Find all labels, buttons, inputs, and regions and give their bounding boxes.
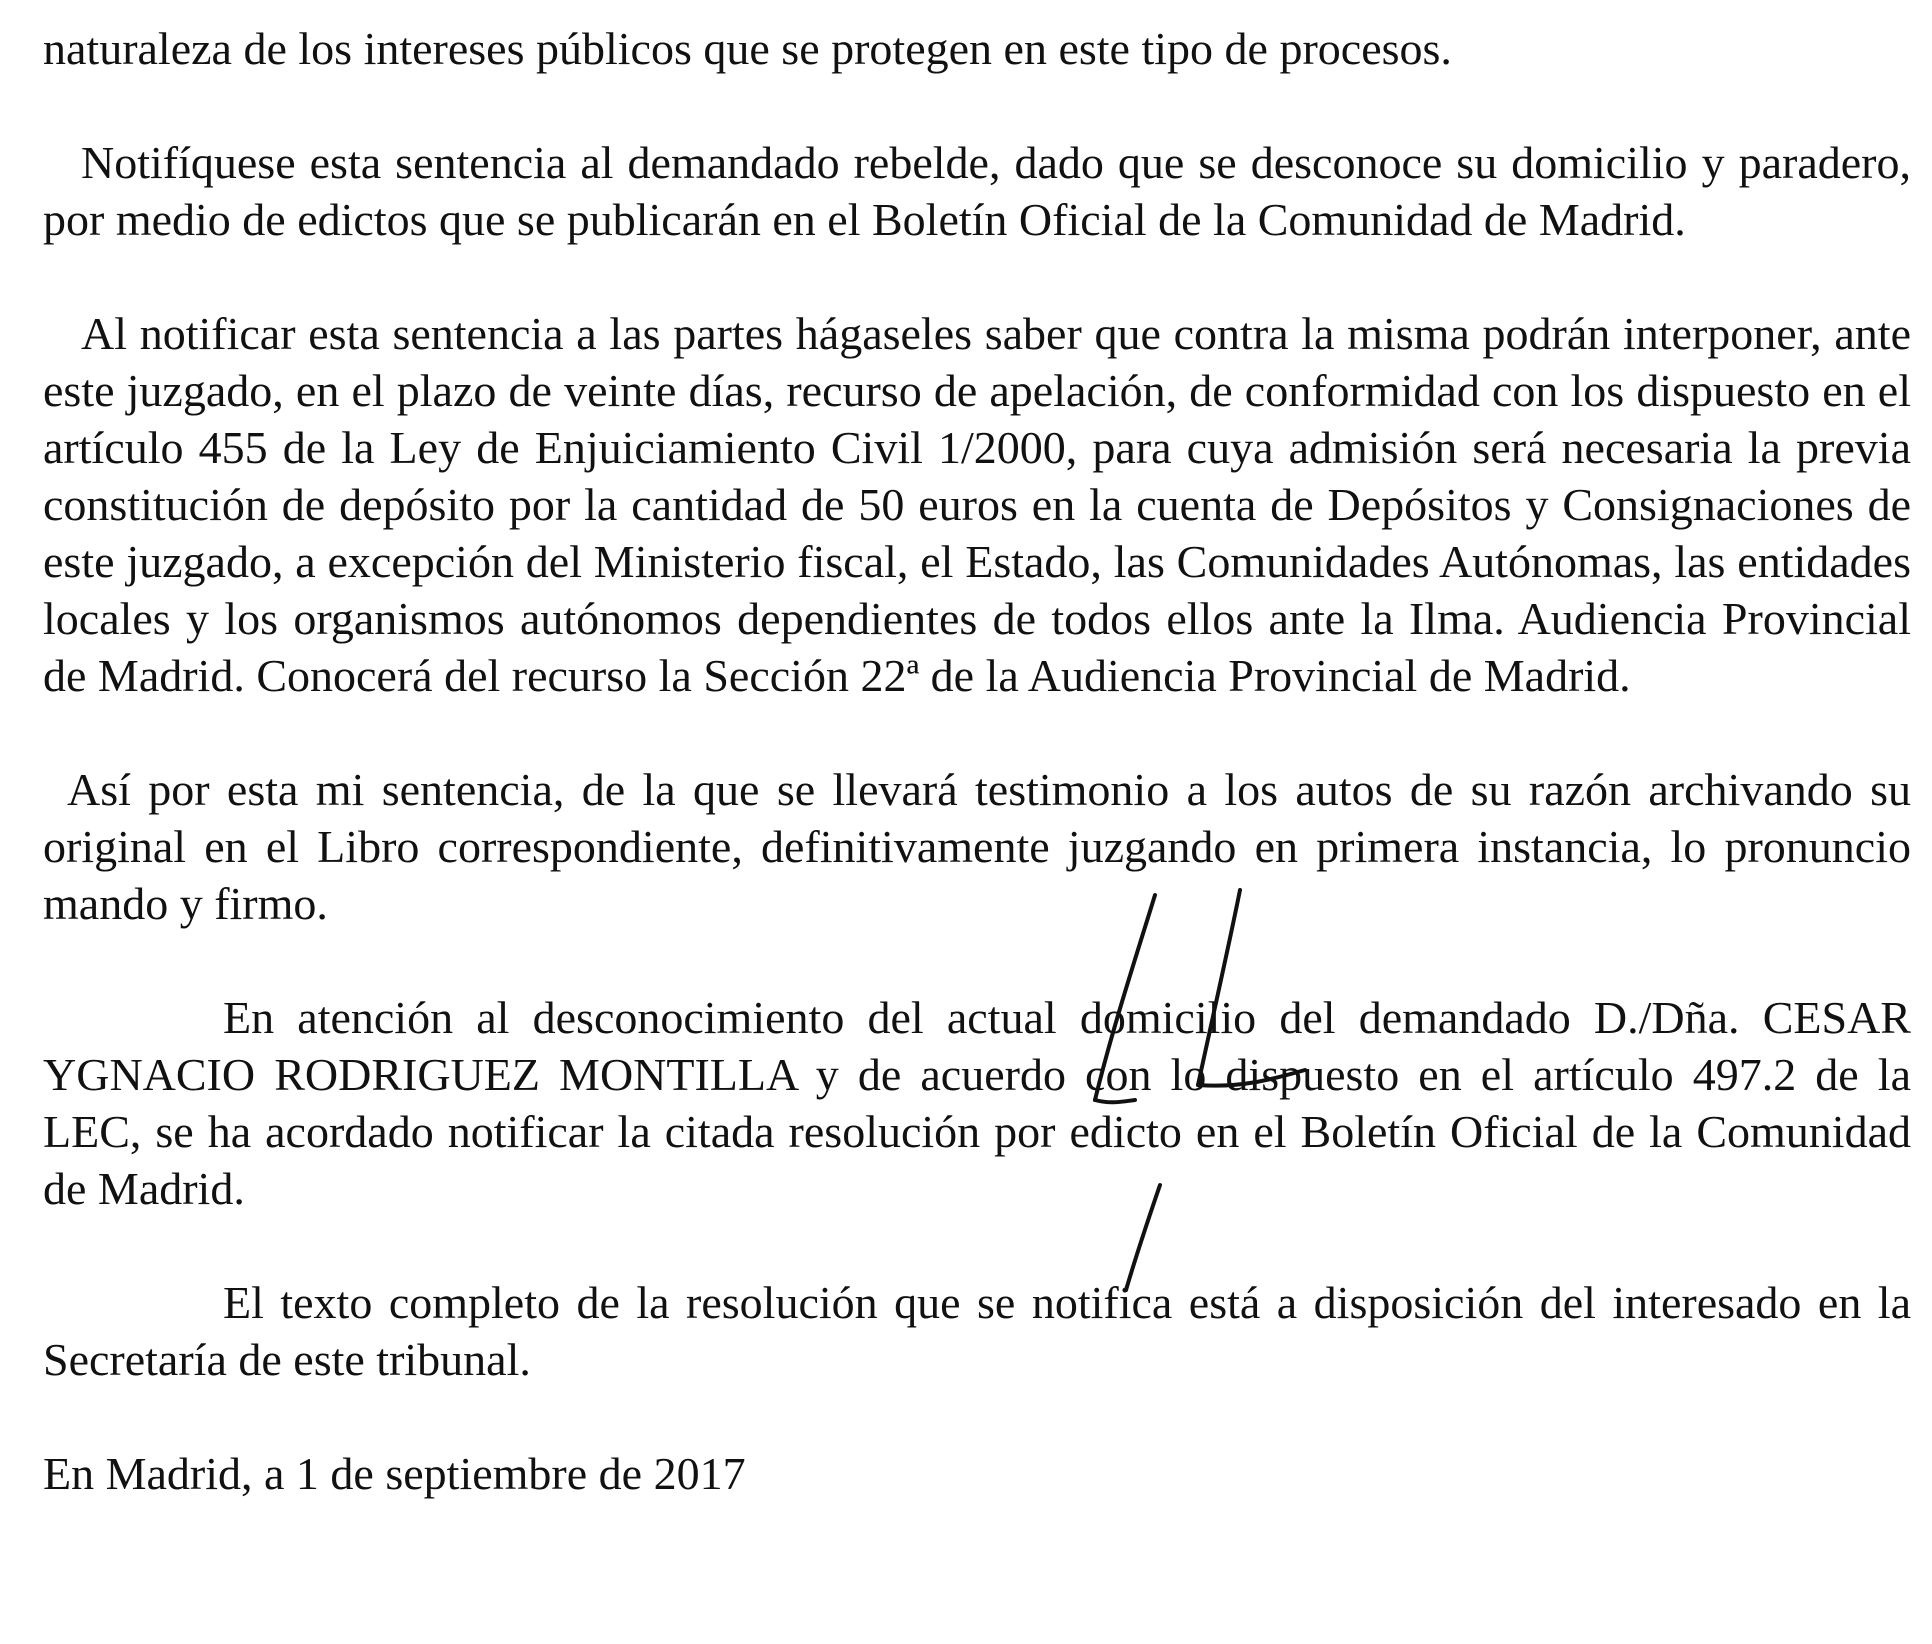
paragraph-spacer	[43, 704, 1911, 761]
paragraph-2: Notifíquese esta sentencia al demandado rebelde, dado que se desconoce su domicilio y paradero, por medio de edictos que se publicarán en el Boletín Oficial de la Comunidad de Madrid.	[43, 137, 1911, 245]
paragraph-4: Así por esta mi sentencia, de la que se llevará testimonio a los autos de su razón archivando su original en el Libro correspondiente, definitivamente juzgando en primera instancia, lo pronuncio mando y firmo.	[43, 764, 1911, 929]
paragraph-spacer	[43, 1217, 1911, 1274]
paragraph-6: El texto completo de la resolución que se notifica está a disposición del interesado en la Secretaría de este tribunal.	[43, 1277, 1911, 1385]
paragraph-spacer	[43, 248, 1911, 305]
paragraph-1: naturaleza de los intereses públicos que se protegen en este tipo de procesos.	[43, 23, 1452, 74]
document-page	[43, 20, 1911, 1502]
paragraph-3: Al notificar esta sentencia a las partes hágaseles saber que contra la misma podrán interponer, ante este juzgado, en el plazo de veinte días, recurso de apelación, de conformidad con los dispuesto en el artículo 455 de la Ley de Enjuiciamiento Civil 1/2000, para cuya admisión será necesaria la previa constitución de depósito por la cantidad de 50 euros en la cuenta de Depósitos y Consignaciones de este juzgado, a excepción del Ministerio fiscal, el Estado, las Comunidades Autónomas, las entidades locales y los organismos autónomos dependientes de todos ellos ante la Ilma. Audiencia Provincial de Madrid. Conocerá del recurso la Sección 22ª de la Audiencia Provincial de Madrid.	[43, 308, 1911, 701]
paragraph-spacer	[43, 932, 1911, 989]
paragraph-spacer	[43, 1388, 1911, 1445]
paragraph-5: En atención al desconocimiento del actual domicilio del demandado D./Dña. CESAR YGNACIO RODRIGUEZ MONTILLA y de acuerdo con lo dispuesto en el artículo 497.2 de la LEC, se ha acordado notificar la citada resolución por edicto en el Boletín Oficial de la Comunidad de Madrid.	[43, 992, 1911, 1214]
paragraph-7-date: En Madrid, a 1 de septiembre de 2017	[43, 1448, 746, 1499]
paragraph-spacer	[43, 77, 1911, 134]
